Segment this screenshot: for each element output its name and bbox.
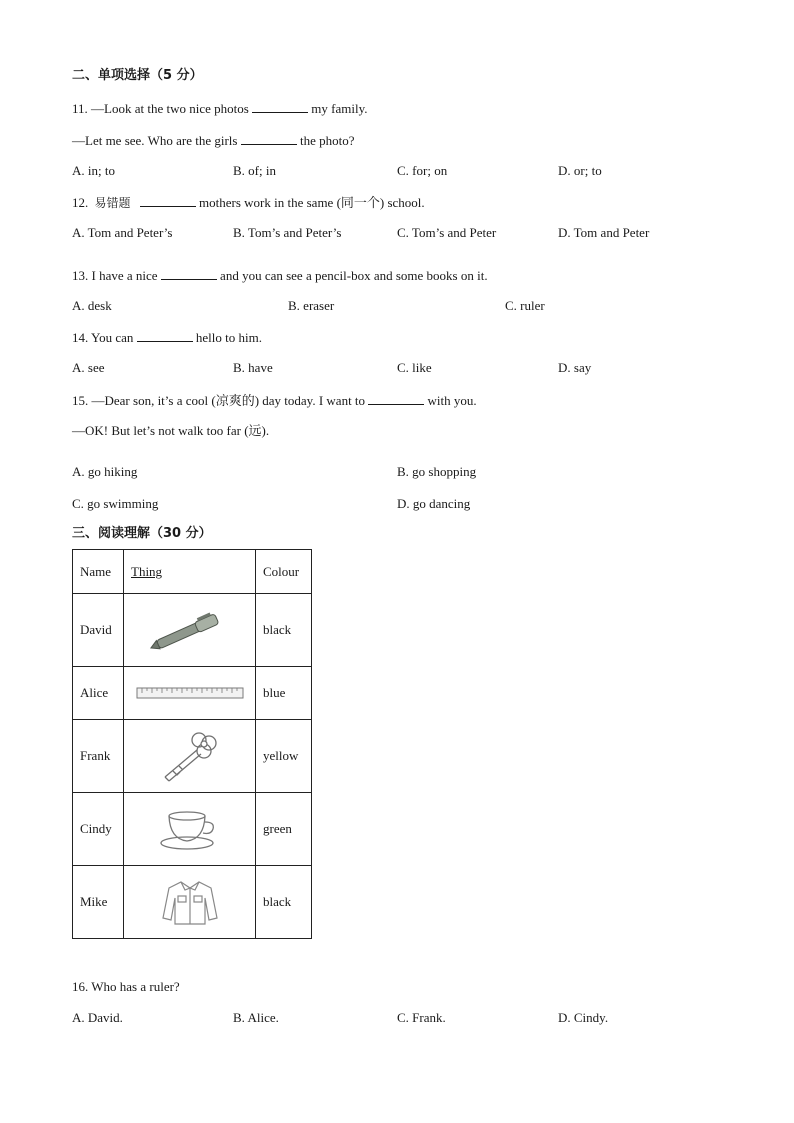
q12-option-a[interactable]: A. Tom and Peter’s (72, 225, 173, 240)
row-colour: blue (256, 667, 312, 720)
q16-option-b[interactable]: B. Alice. (233, 1010, 279, 1025)
q15-stem-b: with you. (427, 393, 477, 408)
q13-option-a[interactable]: A. desk (72, 298, 112, 313)
q13-stem-b: and you can see a pencil-box and some books on it. (220, 268, 488, 283)
q13-blank[interactable] (161, 267, 217, 280)
q11-option-b[interactable]: B. of; in (233, 163, 276, 178)
q11-option-c[interactable]: C. for; on (397, 163, 448, 178)
q12-line (72, 194, 425, 211)
q13-line (72, 267, 488, 284)
q11-option-a[interactable]: A. in; to (72, 163, 115, 178)
header-colour: Colour (256, 550, 312, 594)
q15-blank[interactable] (368, 392, 424, 405)
q11-stem-c: —Let me see. Who are the girls (72, 133, 238, 148)
q16-option-c[interactable]: C. Frank. (397, 1010, 446, 1025)
q14-option-a[interactable]: A. see (72, 360, 105, 375)
q14-line (72, 329, 262, 346)
q15-option-d[interactable]: D. go dancing (397, 496, 471, 511)
pen-icon (124, 594, 256, 667)
section-title-2: 二、单项选择（5 分） (72, 68, 203, 83)
q16-stem: 16. Who has a ruler? (72, 979, 180, 994)
row-colour: green (256, 793, 312, 866)
q16-option-a[interactable]: A. David. (72, 1010, 123, 1025)
q11-stem-d: the photo? (299, 133, 355, 148)
q14-option-d[interactable]: D. say (558, 360, 592, 375)
reading-table (72, 549, 312, 939)
q15-option-b[interactable]: B. go shopping (397, 464, 477, 479)
q11-stem-b: my family. (311, 101, 368, 116)
q14-stem-b: hello to him. (195, 330, 262, 345)
row-colour: black (256, 866, 312, 939)
shirt-icon (124, 866, 256, 939)
q12-stem: mothers work in the same (同一个) school. (199, 195, 425, 210)
q12-option-c[interactable]: C. Tom’s and Peter (397, 225, 497, 240)
table-row (73, 793, 312, 866)
q12-number: 12. (72, 195, 89, 210)
table-row (73, 667, 312, 720)
section-title-3: 三、阅读理解（30 分） (72, 526, 212, 541)
key-icon (124, 720, 256, 793)
table-row (73, 866, 312, 939)
q12-option-b[interactable]: B. Tom’s and Peter’s (233, 225, 342, 240)
q11-stem-a: 11. —Look at the two nice photos (72, 101, 249, 116)
q15-option-a[interactable]: A. go hiking (72, 464, 138, 479)
q15-stem-a: 15. —Dear son, it’s a cool (凉爽的) day today. I want to (72, 393, 366, 408)
row-name: David (73, 594, 124, 667)
table-header-row (73, 550, 312, 594)
row-colour: black (256, 594, 312, 667)
q13-option-b[interactable]: B. eraser (288, 298, 335, 313)
table-row (73, 594, 312, 667)
header-name: Name (73, 550, 124, 594)
row-colour: yellow (256, 720, 312, 793)
cup-icon (124, 793, 256, 866)
q12-blank[interactable] (140, 194, 196, 207)
q12-tag: 易错题 (94, 196, 131, 210)
q13-option-c[interactable]: C. ruler (505, 298, 545, 313)
q15-option-c[interactable]: C. go swimming (72, 496, 159, 511)
q14-blank[interactable] (137, 329, 193, 342)
q15-line1 (72, 392, 477, 409)
q16-option-d[interactable]: D. Cindy. (558, 1010, 609, 1025)
q14-option-b[interactable]: B. have (233, 360, 273, 375)
table-row (73, 720, 312, 793)
q11-option-d[interactable]: D. or; to (558, 163, 602, 178)
q14-option-c[interactable]: C. like (397, 360, 432, 375)
row-name: Frank (73, 720, 124, 793)
q11-line1 (72, 100, 368, 117)
q14-stem-a: 14. You can (72, 330, 134, 345)
row-name: Alice (73, 667, 124, 720)
header-thing: Thing (124, 550, 256, 594)
q15-line2: —OK! But let’s not walk too far (远). (72, 423, 270, 438)
row-name: Mike (73, 866, 124, 939)
q11-blank-2[interactable] (241, 132, 297, 145)
q13-stem-a: 13. I have a nice (72, 268, 158, 283)
q11-line2 (72, 132, 354, 149)
row-name: Cindy (73, 793, 124, 866)
ruler-icon (124, 667, 256, 720)
q12-option-d[interactable]: D. Tom and Peter (558, 225, 650, 240)
q11-blank-1[interactable] (252, 100, 308, 113)
